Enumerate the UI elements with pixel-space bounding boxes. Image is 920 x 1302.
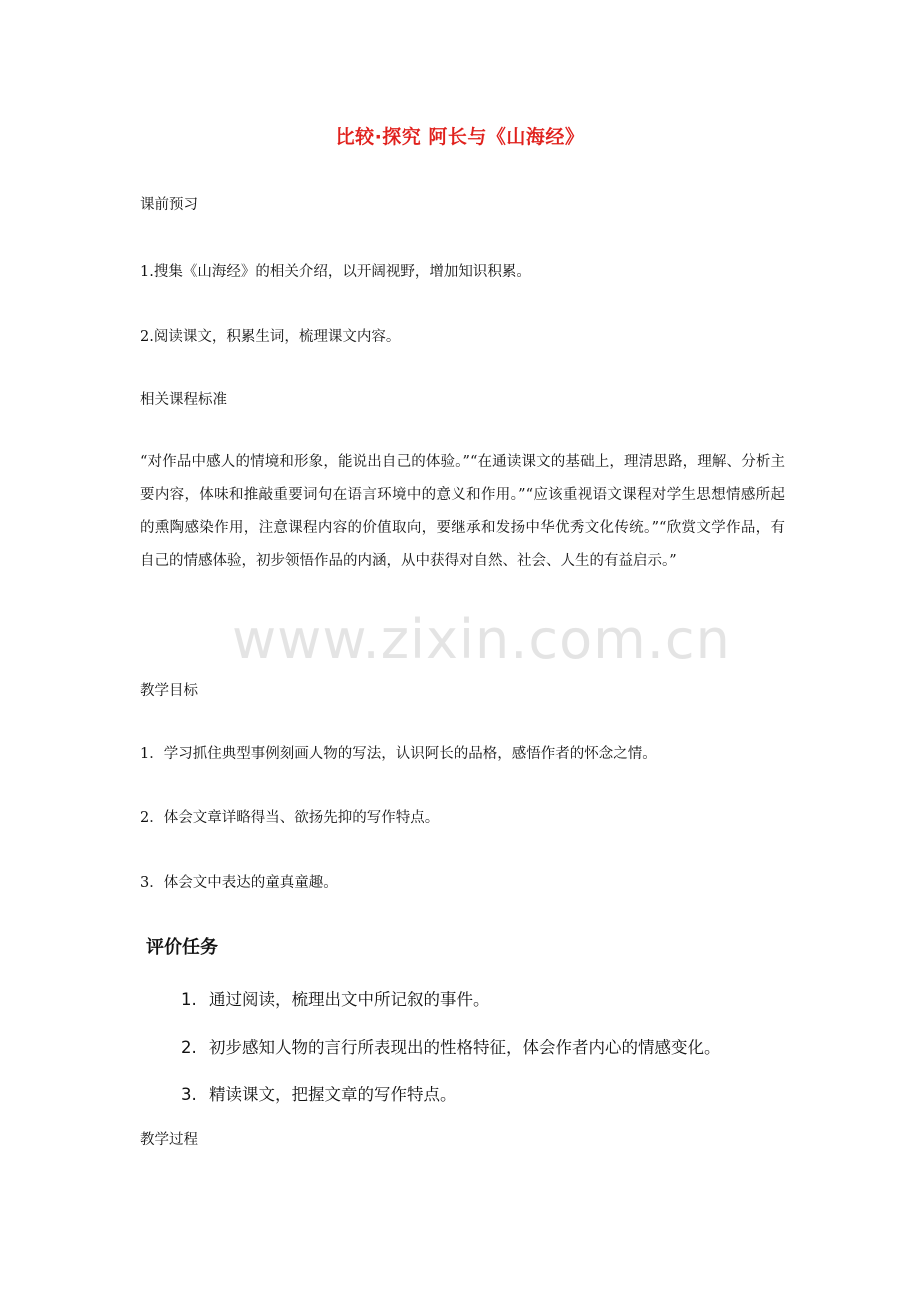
standards-heading: 相关课程标准 <box>140 392 227 408</box>
standards-paragraph: “对作品中感人的情境和形象，能说出自己的体验。”“在通读课文的基础上，理清思路，理解、分析主要内容，体味和推敲重要词句在语言环境中的意义和作用。”“应该重视语文课程对学生思想情感所起的熏陶感染作用，注意课程内容的价值取向，要继承和发扬中华优秀文化传统。”“欣赏文学作品，有自己的情感体验，初步领悟作品的内涵，从中获得对自然、社会、人生的有益启示。” <box>140 454 785 569</box>
evaluation-item-text: 初步感知人物的言行所表现出的性格特征，体会作者内心的情感变化。 <box>209 1038 721 1057</box>
document-title: 比较·探究 阿长与《山海经》 <box>335 126 585 148</box>
evaluation-item-text: 通过阅读，梳理出文中所记叙的事件。 <box>209 990 490 1009</box>
goals-item-2: 2．体会文章详略得当、欲扬先抑的写作特点。 <box>140 810 440 826</box>
evaluation-item-3 <box>181 1081 457 1105</box>
preview-item-1: 1.搜集《山海经》的相关介绍，以开阔视野，增加知识积累。 <box>140 264 531 280</box>
evaluation-item-2 <box>181 1034 721 1058</box>
evaluation-item-number: 3. <box>181 1085 197 1104</box>
goals-item-3: 3．体会文中表达的童真童趣。 <box>140 875 338 891</box>
evaluation-item-number: 2. <box>181 1038 197 1057</box>
preview-item-2: 2.阅读课文，积累生词，梳理课文内容。 <box>140 329 401 345</box>
preview-heading: 课前预习 <box>140 197 198 213</box>
evaluation-item-1 <box>181 986 490 1010</box>
evaluation-item-number: 1. <box>181 990 197 1009</box>
process-heading: 教学过程 <box>140 1132 198 1148</box>
goals-heading: 教学目标 <box>140 683 198 699</box>
evaluation-heading: 评价任务 <box>146 937 218 958</box>
goals-item-1: 1．学习抓住典型事例刻画人物的写法，认识阿长的品格，感悟作者的怀念之情。 <box>140 746 657 762</box>
evaluation-item-text: 精读课文，把握文章的写作特点。 <box>209 1085 457 1104</box>
watermark: www.zixin.com.cn <box>232 608 731 671</box>
